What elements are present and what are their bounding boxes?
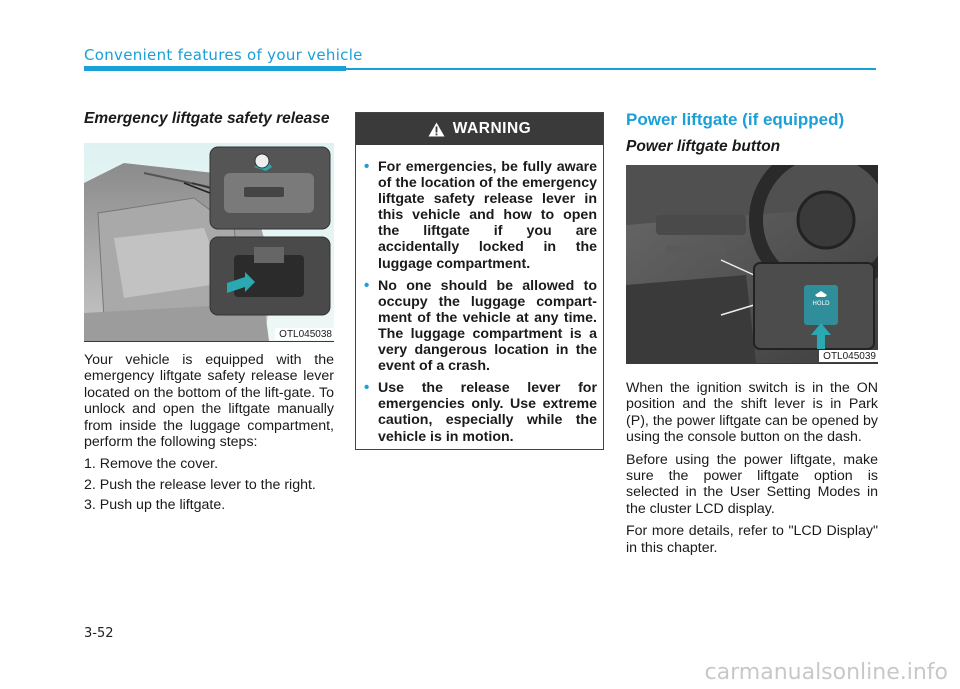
bullet-icon: •: [364, 379, 370, 397]
liftgate-release-figure: [84, 143, 334, 342]
liftgate-illustration: [84, 143, 334, 341]
warning-item: • Use the release lever for emergencies only. Use extreme caution, especially while the vehicle is in motion.: [364, 379, 597, 445]
warning-list: [356, 145, 603, 445]
power-liftgate-figure: [626, 165, 878, 364]
warning-item: • For emergencies, be fully aware of the location of the emergency liftgate safety release lever in this vehicle and how to open the liftgate if you are accidentally locked in the luggage compartment.: [364, 158, 597, 272]
hold-label: HOLD: [812, 300, 830, 307]
bullet-icon: •: [364, 276, 370, 294]
power-liftgate-paragraph: Before using the power liftgate, make sure the power liftgate option is selected in the User Setting Modes in the cluster LCD display.: [626, 451, 878, 517]
watermark: carmanualsonline.info: [704, 660, 948, 685]
bullet-icon: •: [364, 158, 370, 175]
warning-item: • No one should be allowed to occupy the luggage compart-ment of the vehicle at any time. The luggage compartment is a very dangerous location in the event of a crash.: [364, 276, 597, 375]
warning-title: WARNING: [452, 120, 532, 137]
page-number: 3-52: [84, 626, 114, 641]
figure-code: OTL045038: [275, 328, 334, 340]
power-liftgate-paragraph: When the ignition switch is in the ON position and the shift lever is in Park (P), the power liftgate can be opened by using the console button on the dash.: [626, 380, 878, 446]
power-liftgate-subhead: Power liftgate button: [626, 138, 781, 155]
warning-triangle-icon: [428, 122, 445, 137]
chapter-title: Convenient features of your vehicle: [84, 46, 363, 64]
header-rule-thin: [346, 68, 876, 70]
header-rule-thick: [84, 66, 346, 71]
step-item: 1. Remove the cover.: [84, 456, 219, 473]
power-liftgate-paragraph: For more details, refer to "LCD Display" in this chapter.: [626, 523, 878, 556]
emergency-release-paragraph: Your vehicle is equipped with the emergency liftgate safety release lever located on the bottom of the lift-gate. To unlock and open the liftgate manually from inside the luggage compartment, perform the following steps:: [84, 352, 334, 451]
figure-code: OTL045039: [819, 350, 878, 362]
warning-box: [355, 112, 604, 450]
step-item: 2. Push the release lever to the right.: [84, 476, 316, 493]
step-item: 3. Push up the liftgate.: [84, 497, 226, 514]
emergency-release-subhead: Emergency liftgate safety release: [84, 110, 330, 127]
right-column: [626, 110, 878, 562]
dashboard-illustration: [626, 165, 878, 363]
left-column: [84, 110, 334, 518]
power-liftgate-title: Power liftgate (if equipped): [626, 110, 845, 129]
warning-header: [356, 113, 603, 145]
